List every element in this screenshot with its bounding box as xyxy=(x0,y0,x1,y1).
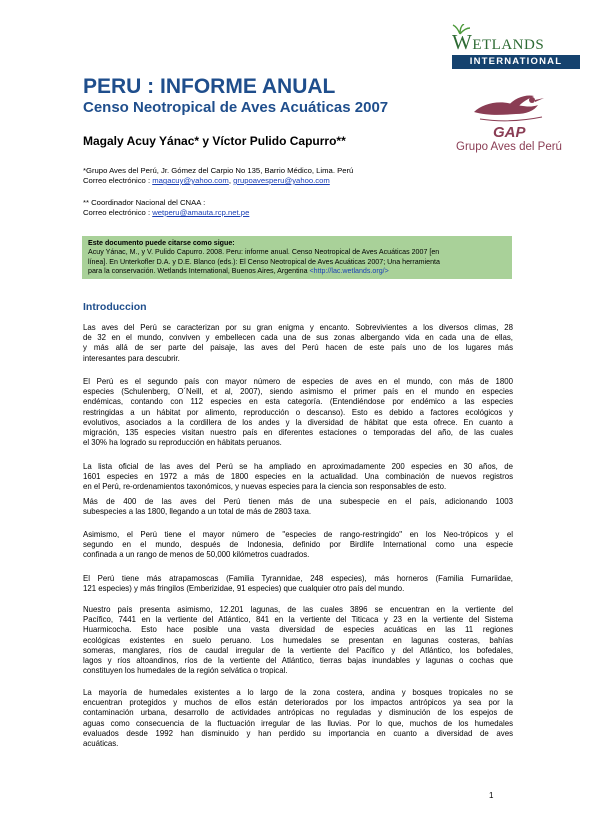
paragraph xyxy=(83,323,513,364)
affiliation-1-line: *Grupo Aves del Perú, Jr. Gómez del Carpio No 135, Barrio Médico, Lima. Perú xyxy=(83,166,354,175)
affiliation-1 xyxy=(83,166,353,186)
paragraph-line: Huarmicocha. Esto hace posible una vasta diversidad de especies acuáticas en las 11 regiones xyxy=(83,625,513,635)
email-label: Correo electrónico : xyxy=(83,176,151,185)
citation-line: Acuy Yánac, M., y V. Pulido Capurro. 2008. Peru: informe anual. Censo Neotropical de Aves Acuáticas 2007 [en xyxy=(88,248,440,257)
paragraph-line: subespecies a las 1800, llegando a un total de más de 2803 taxa. xyxy=(83,507,312,517)
wetlands-wordmark: WETLANDS xyxy=(452,30,545,54)
paragraph-line: contaminación urbana, desarrollo de actividades antrópicas no reguladas y disminución de los espejos de xyxy=(83,708,513,718)
paragraph-line: Pacífico, 7441 en la vertiente del Atlántico, 841 en la vertiente del Titicaca y 23 en la vertiente del Sistema xyxy=(83,615,513,625)
page-subtitle: Censo Neotropical de Aves Acuáticas 2007 xyxy=(83,99,389,116)
section-heading-introduccion: Introduccion xyxy=(83,301,147,313)
email-separator: , xyxy=(228,176,231,185)
paragraph-line: El Perú tiene más atrapamoscas (Familia Tyrannidae, 248 especies), más horneros (Familia Furnariidae, xyxy=(83,574,513,583)
paragraph xyxy=(83,574,513,594)
citation-line: línea]. En Unterkofler D.A. y D.E. Blanco (eds.): El Censo Neotropical de Aves Acuáticas 2007; Una herramienta xyxy=(88,257,440,266)
affiliation-2-email xyxy=(83,208,249,218)
paragraph-line: Más de 400 de las aves del Perú tienen más de una subespecie en el país, adicionando 1003 xyxy=(83,497,513,506)
affiliation-1-emails xyxy=(83,176,353,186)
paragraph-line: confinada a un rango de menos de 50,000 kilómetros cuadrados. xyxy=(83,550,310,560)
paragraph-line: aguas como consecuencia de la fluctuación irregular de las lluvias. Por lo que, muchos de los humedales xyxy=(83,718,513,728)
email-link-wetperu[interactable]: wetperu@amauta.rcp.net.pe xyxy=(152,208,250,217)
bird-icon xyxy=(438,86,580,142)
email-link-magacuy[interactable]: magacuy@yahoo.com xyxy=(152,176,229,185)
paragraph xyxy=(83,530,513,561)
paragraph-line: lagos y ríos altoandinos, ríos de la vertiente del Atlántico, tierras bajas inundables y lagunas o cochas que xyxy=(83,656,513,666)
citation-url[interactable]: <http://lac.wetlands.org/> xyxy=(309,267,389,276)
citation-line: para la conservación. Wetlands International, Buenos Aires, Argentina <http://lac.wetlands.org/> xyxy=(88,267,389,276)
gap-mark-text: GAP xyxy=(493,124,526,141)
grupo-aves-del-peru-logo xyxy=(438,86,580,158)
authors: Magaly Acuy Yánac* y Víctor Pulido Capurro** xyxy=(83,134,346,148)
paragraph xyxy=(83,462,513,493)
wetlands-international-logo xyxy=(452,24,580,78)
paragraph xyxy=(83,497,513,517)
paragraph-line: someras, manglares, ríos de caudal irregular de la vertiente del Pacífico y del Atlántico, los bofedales, xyxy=(83,645,513,655)
paragraph-line: Las aves del Perú se caracterizan por su gran enigma y encanto. Sobrevivientes a los diversos climas, 28 xyxy=(83,323,513,332)
paragraph-line: acuáticas. xyxy=(83,739,119,749)
citation-box xyxy=(82,236,512,279)
email-label: Correo electrónico : xyxy=(83,208,151,217)
paragraph-line: endémicas, contando con 112 especies en esta categoría. (Entendiéndose por endémico a las especies xyxy=(83,397,513,407)
paragraph-line: segundo en el mundo, después de Indonesia, definido por Birdlife International como una especie xyxy=(83,540,513,550)
paragraph-line: especies (Schulenberg, O´Neill, et al, 2007), siendo asimismo el primer país en el mundo en especies xyxy=(83,387,513,397)
paragraph-line: de 32 en el mundo, conviven y embellecen cada una de sus zonas albergando vida en cada una de ellas, xyxy=(83,333,513,343)
citation-heading: Este documento puede citarse como sigue: xyxy=(88,239,235,247)
paragraph-line: El Perú es el segundo país con mayor número de especies de aves en el mundo, con más de 1800 xyxy=(83,377,513,386)
paragraph-line: Nuestro país presenta asimismo, 12.201 lagunas, de las cuales 3896 se encuentran en la vertiente del xyxy=(83,605,513,614)
paragraph-line: en el Perú, re-ordenamientos taxonómicos, y nuevas especies para la ciencia son responsables de esto. xyxy=(83,482,447,492)
gap-name: Grupo Aves del Perú xyxy=(456,141,562,153)
paragraph-line: constituyen los humedales de la región selvática o tropical. xyxy=(83,666,288,676)
affiliation-2 xyxy=(83,198,249,218)
paragraph-line: encuentran protegidos y muchos de ellos están deteriorados por los impactos antrópicos ya sea por la xyxy=(83,698,513,708)
paragraph xyxy=(83,605,513,676)
paragraph-line: 1601 especies en 1972 a más de 1800 especies en la actualidad. Una combinación de nuevos registros xyxy=(83,472,513,482)
paragraph-line: interesantes para descubrir. xyxy=(83,353,180,363)
paragraph-line: La lista oficial de las aves del Perú se ha ampliado en aproximadamente 200 especies en 30 años, de xyxy=(83,462,513,471)
paragraph xyxy=(83,377,513,448)
paragraph-line: restringidas a un hábitat por alimento, reproducción o descanso). Esto es debido a factores ecológicos y xyxy=(83,407,513,417)
paragraph-line: y más allá de ser parte del paisaje, las aves del Perú hacen de este país uno de los lugares más xyxy=(83,343,513,353)
paragraph-line: Asimismo, el Perú tiene el mayor número de "especies de rango-restringido" en los Neo-trópicos y el xyxy=(83,530,513,539)
page-number: 1 xyxy=(489,791,494,800)
paragraph-line: migración, 135 especies visitan nuestro país en diferentes estaciones o temporadas del año, de las cuales xyxy=(83,428,513,438)
paragraph-line: ecológicas existentes en suelo peruano. Los humedales se presentan en lagunas costeras, bahías xyxy=(83,635,513,645)
affiliation-2-line: ** Coordinador Nacional del CNAA : xyxy=(83,198,206,207)
page-title: PERU : INFORME ANUAL xyxy=(83,75,336,98)
email-link-grupoavesperu[interactable]: grupoavesperu@yahoo.com xyxy=(233,176,330,185)
paragraph-line: evaluados desde 1992 han disminuido y han perdido su importancia en cuanto a diversidad de aves xyxy=(83,728,513,738)
paragraph-line: evolutivos, asociados a la cordillera de los andes y la diversidad de hábitat que esta ofrece. En cuanto a xyxy=(83,417,513,427)
paragraph-line: La mayoría de humedales existentes a lo largo de la zona costera, andina y bosques tropicales no se xyxy=(83,688,513,697)
wetlands-international-band: INTERNATIONAL xyxy=(452,55,580,69)
paragraph-line: el 30% ha logrado su reproducción en hábitats peruanos. xyxy=(83,438,282,448)
paragraph xyxy=(83,688,513,749)
paragraph-line: 121 especies) y más fringilos (Emberizidae, 91 especies) que cualquier otro país del mundo. xyxy=(83,584,405,594)
